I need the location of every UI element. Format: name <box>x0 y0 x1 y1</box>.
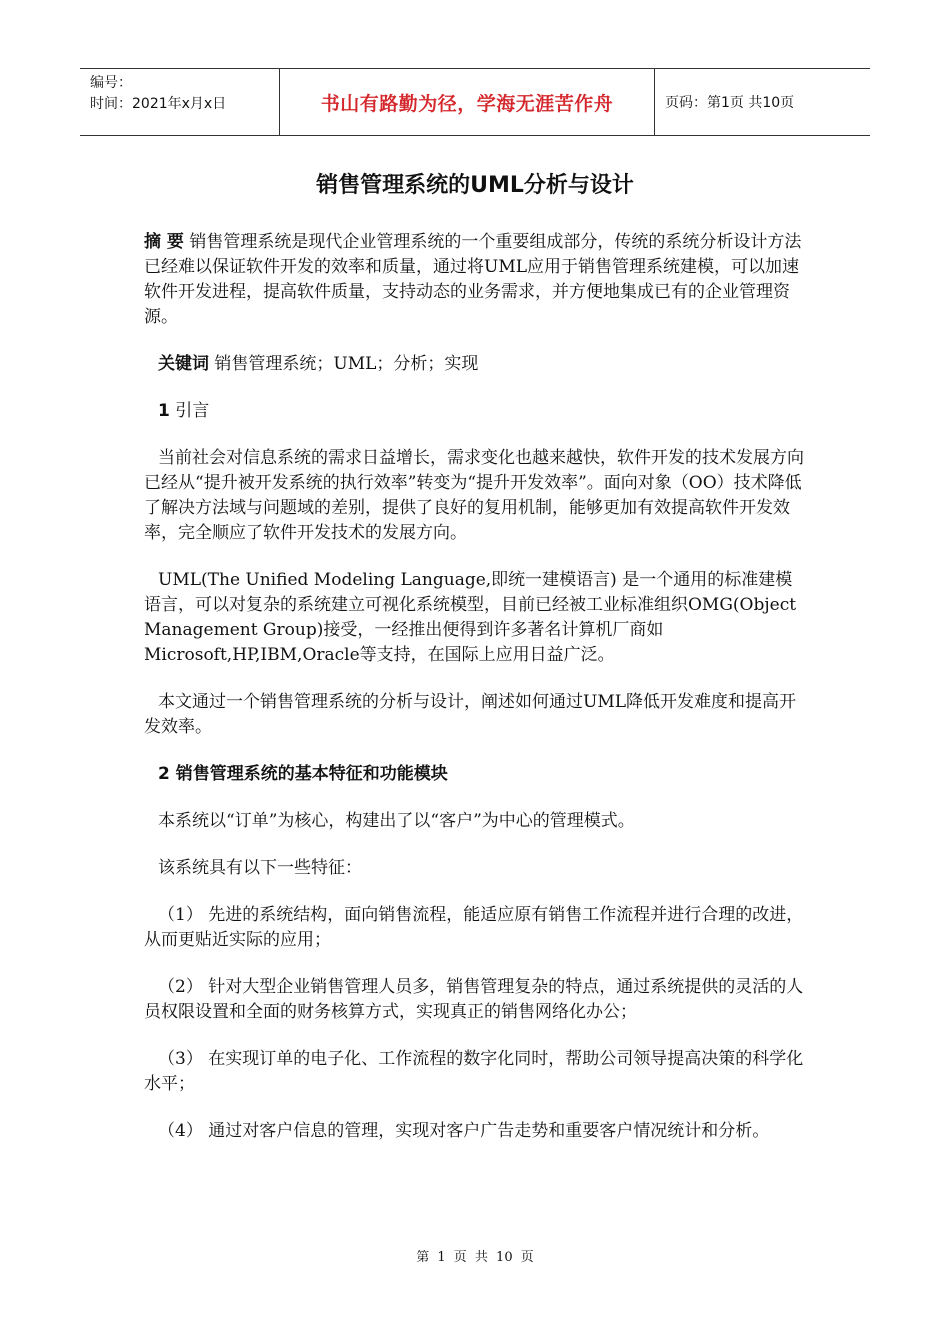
header-number-label: 编号： <box>90 75 132 91</box>
section-1-paragraph-2: UML(The Unified Modeling Language,即统一建模语言) 是一个通用的标准建模语言，可以对复杂的系统建立可视化系统模型，目前已经被工业标准组织OMG(Object Management Group)接受，一经推出便得到许多著名计算机厂商如Microsoft,HP,IBM,Oracle等支持，在国际上应用日益广泛。 <box>144 570 797 665</box>
feature-item-4: （4） 通过对客户信息的管理，实现对客户广告走势和重要客户情况统计和分析。 <box>158 1121 770 1141</box>
header-meta <box>80 69 280 135</box>
section-2-paragraph-2: 该系统具有以下一些特征： <box>158 858 362 878</box>
feature-item-3: （3） 在实现订单的电子化、工作流程的数字化同时，帮助公司领导提高决策的科学化水平； <box>144 1049 804 1094</box>
section-1-paragraph-3: 本文通过一个销售管理系统的分析与设计，阐述如何通过UML降低开发难度和提高开发效率。 <box>144 692 797 737</box>
header-table <box>80 68 870 136</box>
section-2-paragraph-1: 本系统以“订单”为核心，构建出了以“客户”为中心的管理模式。 <box>158 811 635 831</box>
abstract-label: 摘 要 <box>144 232 184 252</box>
section-2-heading: 2 销售管理系统的基本特征和功能模块 <box>158 764 448 784</box>
header-page-code: 页码：第1页 共10页 <box>665 95 795 111</box>
abstract-text: 销售管理系统是现代企业管理系统的一个重要组成部分，传统的系统分析设计方法已经难以保证软件开发的效率和质量，通过将UML应用于销售管理系统建模，可以加速软件开发进程，提高软件质量，支持动态的业务需求，并方便地集成已有的企业管理资源。 <box>144 232 802 327</box>
section-1-heading <box>144 399 808 424</box>
header-time-label: 时间：2021年x月x日 <box>90 96 227 112</box>
header-motto: 书山有路勤为径，学海无涯苦作舟 <box>280 69 655 135</box>
feature-item-1: （1） 先进的系统结构，面向销售流程，能适应原有销售工作流程并进行合理的改进，从而更贴近实际的应用； <box>144 905 804 950</box>
document-title: 销售管理系统的UML分析与设计 <box>316 173 634 198</box>
feature-item-2: （2） 针对大型企业销售管理人员多，销售管理复杂的特点，通过系统提供的灵活的人员权限设置和全面的财务核算方式，实现真正的销售网络化办公； <box>144 977 804 1022</box>
keywords-paragraph <box>144 352 808 377</box>
section-1-number: 1 <box>158 401 170 421</box>
keywords-label: 关键词 <box>158 354 209 374</box>
section-1-paragraph-1: 当前社会对信息系统的需求日益增长，需求变化也越来越快，软件开发的技术发展方向已经从“提升被开发系统的执行效率”转变为“提升开发效率”。面向对象（OO）技术降低了解决方法域与问题域的差别，提供了良好的复用机制，能够更加有效提高软件开发效率，完全顺应了软件开发技术的发展方向。 <box>144 448 804 543</box>
keywords-text: 销售管理系统；UML；分析；实现 <box>214 354 479 374</box>
section-1-title: 引言 <box>175 401 210 421</box>
abstract-paragraph <box>144 230 808 330</box>
page-footer: 第 1 页 共 10 页 <box>416 1250 534 1265</box>
document-body <box>144 230 808 1166</box>
